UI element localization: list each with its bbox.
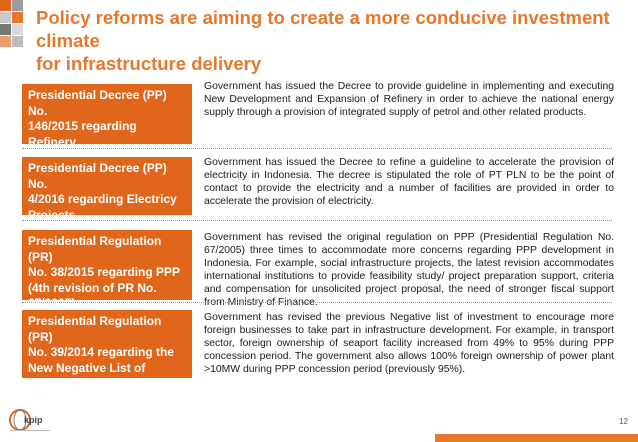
corner-mosaic-decoration [0, 0, 24, 56]
policy-label-line: 67/2005) [28, 296, 76, 310]
page-title-line-2: for infrastructure delivery [36, 53, 262, 74]
policy-label-line: Presidential Regulation (PR) [28, 234, 162, 264]
policy-label-line: 146/2015 regarding Refinery [28, 119, 137, 149]
policy-label-line: No. 38/2015 regarding PPP [28, 265, 181, 279]
svg-text:kpip: kpip [24, 415, 43, 425]
policy-label-line: No. 39/2014 regarding the [28, 345, 175, 359]
policy-label-box [22, 84, 192, 149]
policy-description: Government has revised the original regulation on PPP (Presidential Regulation No. 67/2005) three times to accommodate more concerns regarding PPP development in Indonesia. For example, social infrastructure projects, the latest revision accommodates international institutions to provide feasibility study/ project preparation support, criteria and compensation for unsolicited project proposal, the need of stronger fiscal support from Ministry of Finance. [204, 232, 614, 308]
policy-label-line: (4th revision of PR No. [28, 280, 157, 295]
dotted-divider [22, 148, 612, 149]
dotted-divider [22, 220, 612, 221]
dotted-divider [22, 302, 612, 303]
policy-label-line: 4/2016 regarding Electricy [28, 192, 177, 206]
policy-label-line: Presidential Decree (PP) No. [28, 161, 167, 191]
policy-description: Government has issued the Decree to refine a guideline to accelerate the provision of electricity in Indonesia. The decree is stipulated the role of PT PLN to be the point of contact to provide the electricity and a number of facilities are provided in order to accelerate the provision of electricity. [204, 157, 614, 207]
policy-label-box [22, 230, 192, 310]
policy-description: Government has issued the Decree to provide guideline in implementing and executing New Development and Expansion of Refinery in order to achieve the national energy supply through a provision of integrated supply of petrol and other related products. [204, 81, 614, 118]
page-title-line-1: Policy reforms are aiming to create a more conducive investment climate [36, 7, 610, 51]
policy-label-line: New Negative List of [28, 360, 146, 375]
policy-label-box [22, 310, 192, 390]
policy-label-line: Investment [28, 376, 92, 390]
footer-accent-bar [435, 434, 638, 442]
page-title [36, 6, 616, 75]
policy-label-line: Presidential Regulation (PR) [28, 314, 162, 344]
page-number: 12 [619, 417, 628, 426]
policy-label-line: Presidential Decree (PP) No. [28, 88, 167, 118]
policy-label-line: Projects [28, 207, 76, 222]
policy-label-box [22, 157, 192, 222]
kpip-logo [8, 408, 52, 434]
policy-description: Government has revised the previous Negative list of investment to encourage more foreign businesses to take part in infrastructure development. For example, in transport sector, foreign ownership of seaport facility increased from 49% to 95% during PPP concession period. The government also allows 100% foreign ownership of power plant >10MW during PPP concession period (previously 95%). [204, 312, 614, 375]
